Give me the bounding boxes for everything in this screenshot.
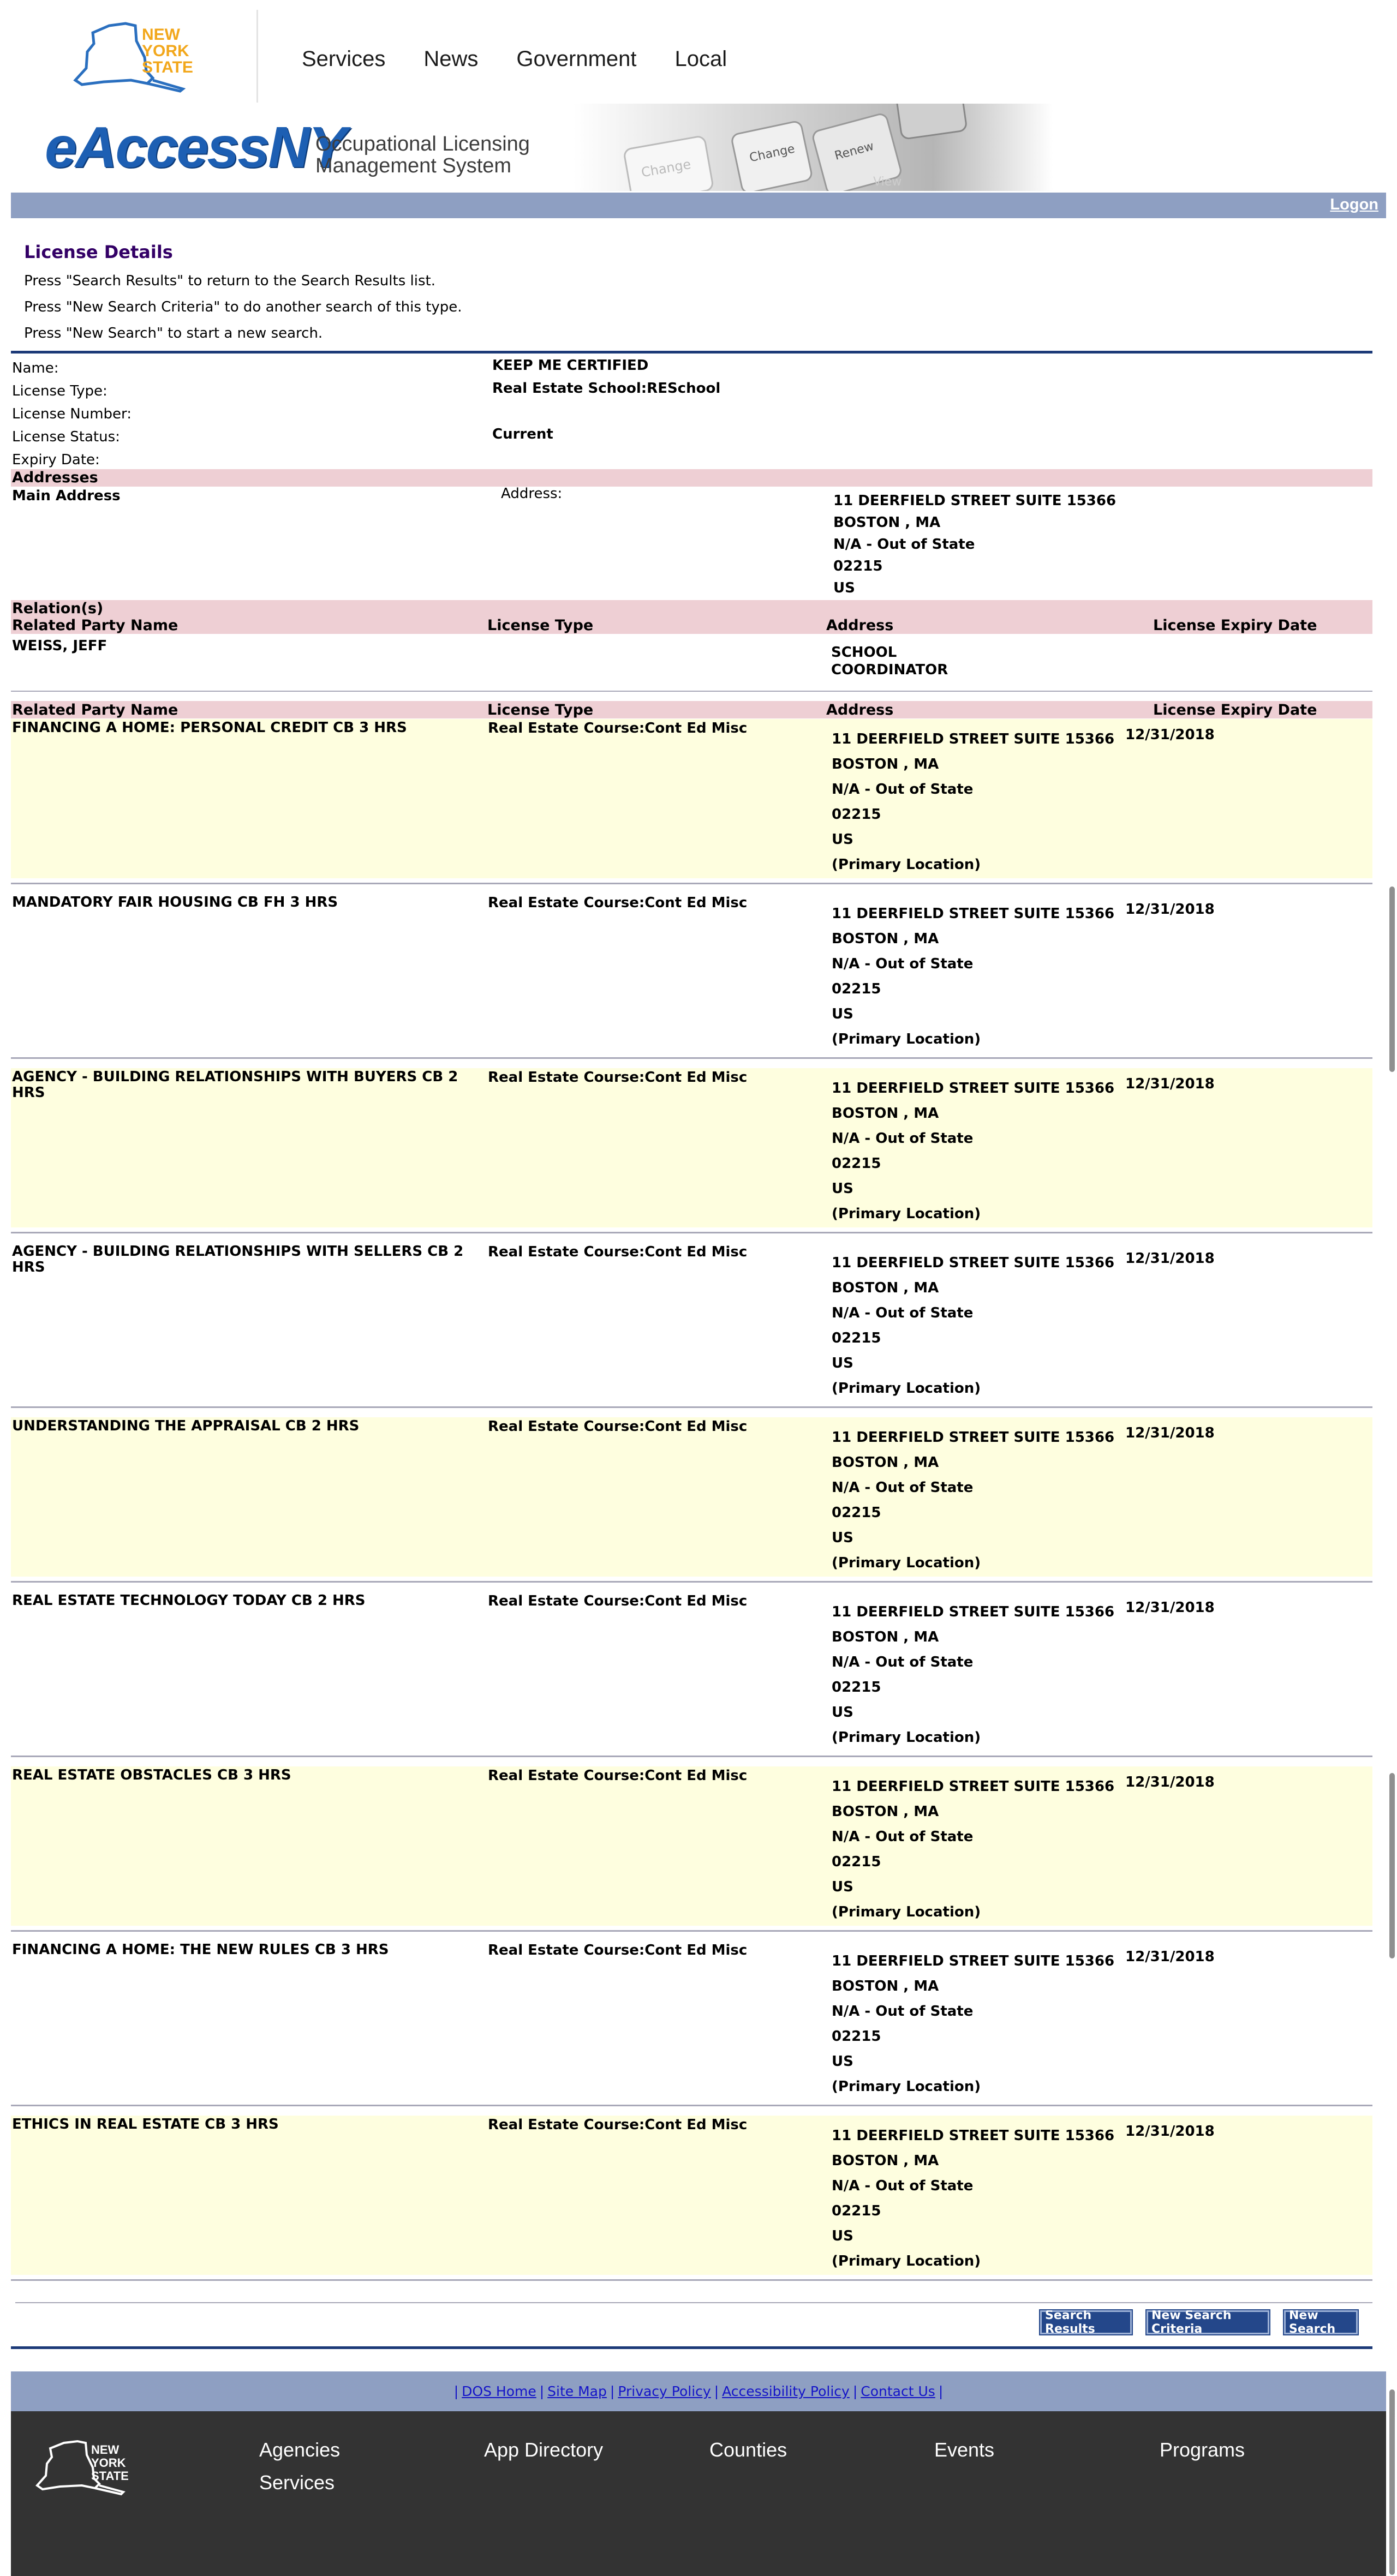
course-address-line: BOSTON , MA	[832, 931, 939, 947]
course-address	[832, 1774, 1114, 1925]
footer-nav-programs[interactable]: Programs	[1160, 2439, 1245, 2461]
license-type: Real Estate School:RESchool	[492, 380, 721, 397]
divider-top	[11, 351, 1372, 354]
col-related-party-name: Related Party Name	[12, 617, 178, 634]
course-license-type: Real Estate Course:Cont Ed Misc	[488, 2117, 748, 2133]
course-address	[832, 2123, 1114, 2274]
course-name: ETHICS IN REAL ESTATE CB 3 HRS	[12, 2116, 279, 2132]
course-address-line: 11 DEERFIELD STREET SUITE 15366	[832, 2128, 1115, 2144]
course-row	[11, 2116, 1372, 2275]
key-label-change-2: Change	[748, 142, 796, 165]
buttons-divider	[15, 2302, 1372, 2303]
course-address-line: N/A - Out of State	[832, 1479, 974, 1496]
course-address	[832, 1076, 1114, 1226]
nav-news[interactable]: News	[423, 47, 479, 71]
course-address-line: US	[832, 1704, 853, 1721]
key-label-change-1: Change	[640, 156, 692, 181]
course-address-line: 02215	[832, 806, 881, 823]
course-address-line: US	[832, 1181, 853, 1197]
course-address-line: 11 DEERFIELD STREET SUITE 15366	[832, 1255, 1115, 1271]
course-address-line: BOSTON , MA	[832, 1280, 939, 1296]
course-address-line: US	[832, 1879, 853, 1895]
col-license-expiry: License Expiry Date	[1153, 617, 1317, 634]
license-status-label: License Status:	[12, 429, 120, 445]
course-row	[11, 1068, 1372, 1227]
course-row-divider	[11, 1406, 1372, 1408]
scrollbar-thumb-2[interactable]	[1389, 1773, 1395, 1958]
course-row	[11, 1417, 1372, 1577]
course-address-line: BOSTON , MA	[832, 756, 939, 772]
license-number-label: License Number:	[12, 406, 132, 422]
banner-subtitle-line-2: Management System	[315, 154, 512, 177]
course-address-line: (Primary Location)	[832, 1555, 981, 1571]
footer-link-dos-home[interactable]: DOS Home	[462, 2383, 536, 2399]
relations-divider	[11, 691, 1372, 692]
address-line-4: 02215	[833, 558, 883, 574]
course-name: AGENCY - BUILDING RELATIONSHIPS WITH SELLERS CB 2 HRS	[12, 1243, 464, 1275]
instruction-3: Press "New Search" to start a new search.	[24, 325, 323, 342]
course-address-line: 11 DEERFIELD STREET SUITE 15366	[832, 1778, 1115, 1795]
course-name: MANDATORY FAIR HOUSING CB FH 3 HRS	[12, 894, 338, 910]
course-name: AGENCY - BUILDING RELATIONSHIPS WITH BUYERS CB 2 HRS	[12, 1069, 458, 1101]
course-expiry-date: 12/31/2018	[1125, 1774, 1215, 1790]
banner-subtitle-line-1: Occupational Licensing	[315, 133, 530, 155]
scrollbar-thumb-3[interactable]	[1389, 2389, 1395, 2575]
course-row	[11, 1766, 1372, 1926]
address-line-5: US	[833, 580, 855, 596]
footer	[11, 2411, 1386, 2576]
course-address	[832, 1425, 1114, 1575]
logo-line-2: YORK	[142, 42, 189, 60]
nav-local[interactable]: Local	[674, 47, 727, 71]
course-expiry-date: 12/31/2018	[1125, 1949, 1215, 1965]
courses-col-expiry: License Expiry Date	[1153, 702, 1317, 718]
course-expiry-date: 12/31/2018	[1125, 1076, 1215, 1092]
page-title: License Details	[24, 242, 173, 262]
course-row-divider	[11, 2105, 1372, 2106]
course-address-line: (Primary Location)	[832, 1031, 981, 1047]
scrollbar-thumb-1[interactable]	[1389, 886, 1395, 1072]
course-license-type: Real Estate Course:Cont Ed Misc	[488, 720, 748, 736]
course-address-line: (Primary Location)	[832, 1380, 981, 1397]
course-address	[832, 1250, 1114, 1401]
footer-link-privacy-policy[interactable]: Privacy Policy	[618, 2383, 711, 2399]
course-address	[832, 901, 1114, 1052]
course-row-divider	[11, 1057, 1372, 1059]
footer-nys-logo[interactable]	[34, 2437, 138, 2497]
footer-logo-line-3: STATE	[91, 2469, 129, 2483]
new-search-button[interactable]: New Search	[1284, 2310, 1358, 2334]
footer-logo-line-1: NEW	[91, 2443, 120, 2457]
expiry-date-label: Expiry Date:	[12, 452, 100, 468]
footer-logo-line-2: YORK	[91, 2456, 126, 2470]
course-license-type: Real Estate Course:Cont Ed Misc	[488, 1593, 748, 1609]
course-address-line: 02215	[832, 1679, 881, 1696]
course-address-line: N/A - Out of State	[832, 1829, 974, 1845]
footer-link-accessibility-policy[interactable]: Accessibility Policy	[722, 2383, 850, 2399]
course-address-line: BOSTON , MA	[832, 1454, 939, 1471]
course-address-line: (Primary Location)	[832, 1206, 981, 1222]
logon-link[interactable]: Logon	[1330, 196, 1378, 213]
footer-nav-events[interactable]: Events	[934, 2439, 995, 2461]
course-name: REAL ESTATE OBSTACLES CB 3 HRS	[12, 1767, 291, 1783]
course-address-line: BOSTON , MA	[832, 2153, 939, 2169]
course-address-line: N/A - Out of State	[832, 2178, 974, 2194]
course-address-line: N/A - Out of State	[832, 1130, 974, 1147]
course-license-type: Real Estate Course:Cont Ed Misc	[488, 1418, 748, 1435]
course-row-divider	[11, 2279, 1372, 2281]
license-status: Current	[492, 426, 553, 442]
footer-links-bar: | DOS Home | Site Map | Privacy Policy | Accessibility Policy | Contact Us |	[11, 2371, 1386, 2411]
course-address-line: (Primary Location)	[832, 2078, 981, 2095]
logo-line-1: NEW	[142, 26, 180, 44]
course-address-line: 02215	[832, 981, 881, 997]
banner-subtitle	[315, 133, 530, 177]
new-search-criteria-button[interactable]: New Search Criteria	[1147, 2310, 1269, 2334]
main-address-block	[833, 490, 1116, 599]
course-address-line: 02215	[832, 1330, 881, 1346]
main-address-label: Main Address	[12, 488, 121, 504]
course-row-divider	[11, 1232, 1372, 1233]
footer-link-site-map[interactable]: Site Map	[547, 2383, 607, 2399]
course-address-line: 02215	[832, 2203, 881, 2219]
address-line-3: N/A - Out of State	[833, 536, 975, 553]
course-address-line: 11 DEERFIELD STREET SUITE 15366	[832, 1604, 1115, 1620]
banner-title: eAccessNY	[45, 115, 345, 179]
course-address-line: 02215	[832, 2028, 881, 2045]
address-line-2: BOSTON , MA	[833, 514, 941, 531]
course-address-line: BOSTON , MA	[832, 1105, 939, 1122]
course-address-line: US	[832, 1355, 853, 1371]
course-expiry-date: 12/31/2018	[1125, 2123, 1215, 2140]
address-line-1: 11 DEERFIELD STREET SUITE 15366	[833, 493, 1117, 509]
license-type-label: License Type:	[12, 383, 108, 399]
course-license-type: Real Estate Course:Cont Ed Misc	[488, 1244, 748, 1260]
nys-header	[0, 0, 1397, 104]
course-address-line: BOSTON , MA	[832, 1978, 939, 1994]
course-row-divider	[11, 1581, 1372, 1583]
addresses-heading: Addresses	[11, 469, 1372, 487]
course-address-line: (Primary Location)	[832, 2253, 981, 2269]
course-address	[832, 1949, 1114, 2099]
course-row-divider	[11, 1930, 1372, 1932]
course-address-line: 11 DEERFIELD STREET SUITE 15366	[832, 1953, 1115, 1969]
course-address	[832, 1599, 1114, 1750]
course-address-line: (Primary Location)	[832, 1904, 981, 1920]
keyboard-keys-image	[573, 104, 1053, 191]
course-license-type: Real Estate Course:Cont Ed Misc	[488, 1069, 748, 1086]
footer-nav-app-directory[interactable]: App Directory	[484, 2439, 604, 2461]
course-address-line: N/A - Out of State	[832, 956, 974, 972]
key-label-view: View	[873, 175, 902, 189]
course-address-line: N/A - Out of State	[832, 1305, 974, 1321]
divider-bottom	[11, 2346, 1372, 2349]
course-row-divider	[11, 1756, 1372, 1757]
related-party-address	[831, 644, 948, 679]
course-license-type: Real Estate Course:Cont Ed Misc	[488, 1768, 748, 1784]
course-address-line: BOSTON , MA	[832, 1804, 939, 1820]
courses-col-license-type: License Type	[487, 702, 594, 718]
course-address-line: 11 DEERFIELD STREET SUITE 15366	[832, 1080, 1115, 1097]
course-address-line: US	[832, 1530, 853, 1546]
course-name: FINANCING A HOME: PERSONAL CREDIT CB 3 HRS	[12, 720, 407, 736]
courses-col-address: Address	[826, 702, 894, 718]
course-expiry-date: 12/31/2018	[1125, 1599, 1215, 1616]
footer-nav-counties[interactable]: Counties	[709, 2439, 787, 2461]
instruction-1: Press "Search Results" to return to the Search Results list.	[24, 273, 435, 289]
course-row	[11, 894, 1372, 1053]
top-nav	[302, 47, 727, 71]
course-address-line: (Primary Location)	[832, 1729, 981, 1746]
course-row-divider	[11, 883, 1372, 884]
address-label: Address:	[501, 486, 563, 502]
course-row	[11, 1592, 1372, 1751]
course-name: UNDERSTANDING THE APPRAISAL CB 2 HRS	[12, 1418, 360, 1434]
course-address	[832, 727, 1114, 877]
course-row	[11, 719, 1372, 878]
course-address-line: 02215	[832, 1155, 881, 1172]
course-address-line: N/A - Out of State	[832, 1654, 974, 1670]
course-address-line: 02215	[832, 1854, 881, 1870]
course-row	[11, 1243, 1372, 1402]
related-party-address-line-1: SCHOOL	[831, 644, 897, 661]
course-address-line: 11 DEERFIELD STREET SUITE 15366	[832, 906, 1115, 922]
top-bar	[11, 193, 1386, 218]
footer-nav-agencies[interactable]: Agencies	[259, 2439, 341, 2461]
related-party-address-line-2: COORDINATOR	[831, 662, 948, 678]
nav-services[interactable]: Services	[302, 47, 386, 71]
related-party-name: WEISS, JEFF	[12, 638, 108, 654]
course-expiry-date: 12/31/2018	[1125, 1425, 1215, 1441]
course-address-line: (Primary Location)	[832, 856, 981, 873]
course-name: FINANCING A HOME: THE NEW RULES CB 3 HRS	[12, 1942, 389, 1958]
key-label-renew: Renew	[833, 139, 876, 163]
courses-col-name: Related Party Name	[12, 702, 178, 718]
logo-line-3: STATE	[142, 58, 193, 76]
course-row	[11, 1941, 1372, 2100]
course-address-line: N/A - Out of State	[832, 2003, 974, 2020]
course-address-line: US	[832, 2228, 853, 2244]
nys-logo[interactable]	[71, 19, 196, 95]
relations-heading: Relation(s)	[12, 600, 104, 617]
course-expiry-date: 12/31/2018	[1125, 1250, 1215, 1267]
course-address-line: US	[832, 2053, 853, 2070]
license-name: KEEP ME CERTIFIED	[492, 357, 649, 374]
course-expiry-date: 12/31/2018	[1125, 901, 1215, 918]
course-address-line: 11 DEERFIELD STREET SUITE 15366	[832, 1429, 1115, 1446]
course-name: REAL ESTATE TECHNOLOGY TODAY CB 2 HRS	[12, 1592, 366, 1609]
course-address-line: N/A - Out of State	[832, 781, 974, 798]
course-address-line: 02215	[832, 1505, 881, 1521]
footer-link-contact-us[interactable]: Contact Us	[861, 2383, 935, 2399]
course-expiry-date: 12/31/2018	[1125, 727, 1215, 743]
col-license-type: License Type	[487, 617, 594, 634]
search-results-button[interactable]: Search Results	[1040, 2310, 1132, 2334]
nav-government[interactable]: Government	[516, 47, 637, 71]
course-address-line: 11 DEERFIELD STREET SUITE 15366	[832, 731, 1115, 747]
course-license-type: Real Estate Course:Cont Ed Misc	[488, 1942, 748, 1958]
col-address: Address	[826, 617, 894, 634]
course-license-type: Real Estate Course:Cont Ed Misc	[488, 895, 748, 911]
course-address-line: US	[832, 831, 853, 848]
name-label: Name:	[12, 360, 59, 376]
course-address-line: BOSTON , MA	[832, 1629, 939, 1645]
header-divider	[256, 10, 258, 103]
footer-nav-services[interactable]: Services	[259, 2471, 335, 2494]
instruction-2: Press "New Search Criteria" to do another search of this type.	[24, 299, 462, 315]
course-address-line: US	[832, 1006, 853, 1022]
